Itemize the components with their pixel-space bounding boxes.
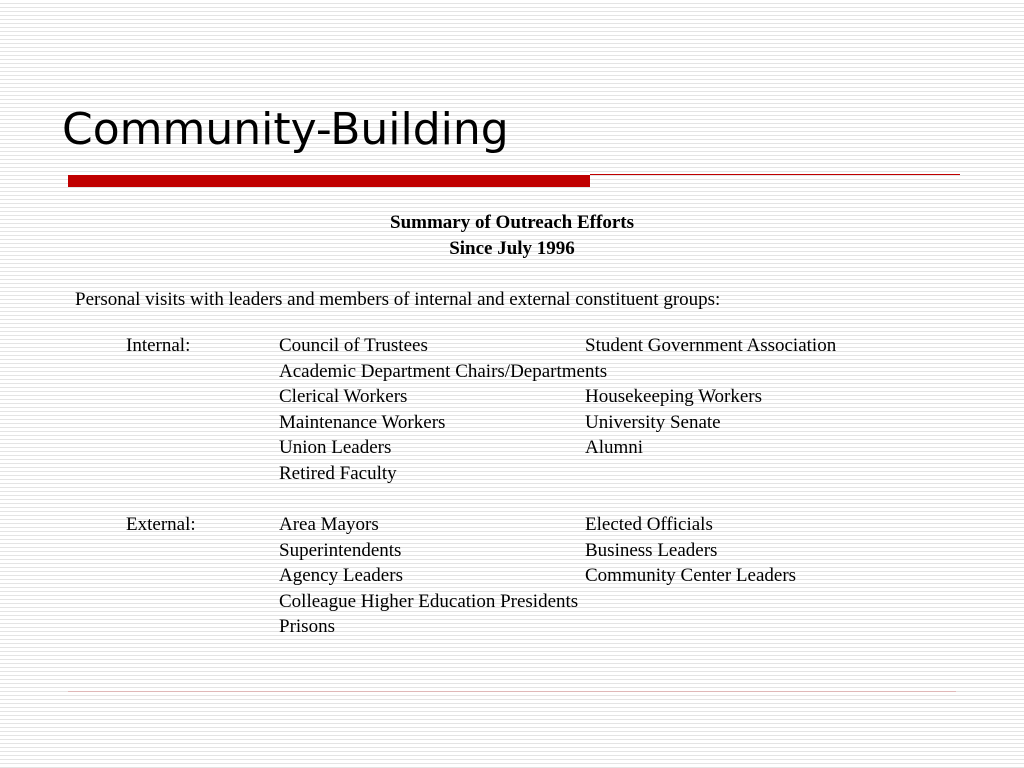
footer-divider [68,691,956,692]
internal-item: Union Leaders [279,437,392,459]
external-label: External: [126,514,196,535]
list-item [0,614,1024,640]
intro-text: Personal visits with leaders and members of internal and external constituent groups: [75,289,721,310]
external-item: Superintendents [279,539,402,561]
internal-item: Council of Trustees [279,335,428,356]
internal-item: Clerical Workers [279,386,408,408]
internal-item: Alumni [585,437,644,459]
external-item: Colleague Higher Education Presidents [279,590,579,612]
title-underline-thick [68,175,590,187]
summary-heading-line2: Since July 1996 [449,238,575,259]
list-item [0,512,1024,538]
slide-title: Community-Building [62,104,509,155]
internal-item: Student Government Association [585,335,837,356]
external-item: Business Leaders [585,539,718,561]
list-item [0,384,1024,410]
internal-group [0,333,1024,487]
external-item: Area Mayors [279,514,379,535]
external-item: Elected Officials [585,514,713,535]
list-item [0,461,1024,487]
internal-item: Housekeeping Workers [585,386,762,408]
internal-item: Academic Department Chairs/Departments [279,360,608,382]
summary-heading [0,210,1024,262]
list-item [0,359,1024,385]
list-item [0,563,1024,589]
internal-item: Retired Faculty [279,462,397,484]
list-item [0,589,1024,615]
list-item [0,410,1024,436]
external-item: Agency Leaders [279,565,403,587]
list-item [0,333,1024,359]
internal-item: University Senate [585,411,721,433]
external-group [0,512,1024,640]
list-item [0,435,1024,461]
external-item: Community Center Leaders [585,565,797,587]
title-underline-thin [590,174,960,175]
summary-heading-line1: Summary of Outreach Efforts [390,212,634,233]
external-item: Prisons [279,616,335,638]
list-item [0,538,1024,564]
internal-label: Internal: [126,335,191,356]
internal-item: Maintenance Workers [279,411,446,433]
